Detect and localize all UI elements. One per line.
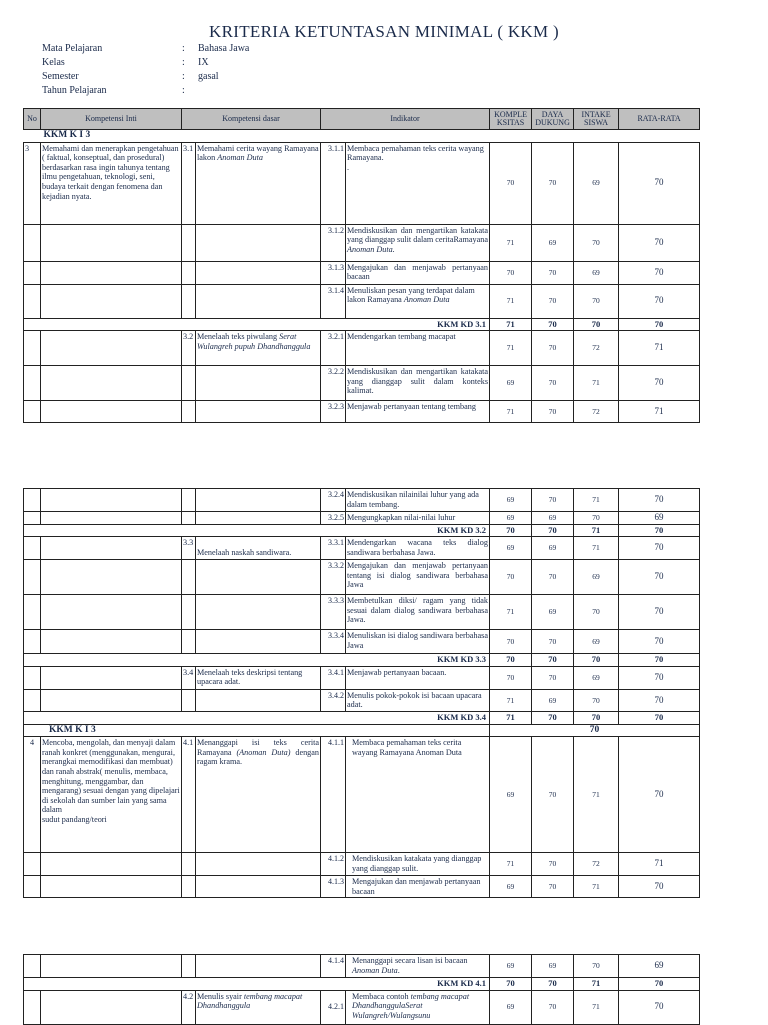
- kkm-kd-row: KKM KD 3.1 71 70 70 70: [24, 318, 700, 331]
- meta-row-subject: Mata Pelajaran : Bahasa Jawa: [42, 43, 250, 54]
- table-row: 3.3 Menelaah naskah sandiwara. 3.3.1 Mendengarkan wacana teks dialog sandiwara berbahasa Jawa. 69 69 71 70: [24, 537, 700, 560]
- page-title: KRITERIA KETUNTASAN MINIMAL ( KKM ): [209, 22, 559, 41]
- header-support: DAYA DUKUNG: [532, 109, 574, 130]
- ki-heading-row: KKM K I 3: [24, 130, 700, 143]
- table-row: 3.2 Menelaah teks piwulang Serat Wulangreh pupuh Dhandhanggula 3.2.1 Mendengarkan tembang macapat 71 70 72 71: [24, 331, 700, 366]
- meta-row-year: Tahun Pelajaran :: [42, 85, 185, 96]
- table-row: 3.2.3 Menjawab pertanyaan tentang tembang 71 70 72 71: [24, 401, 700, 423]
- table-row: 3.2.4 Mendiskusikan nilainilai luhur yang ada dalam tembang. 69 70 71 70: [24, 489, 700, 512]
- table-header-row: [24, 109, 700, 130]
- kkm-kd-row: KKM KD 4.1 70 70 71 70: [24, 978, 700, 991]
- kkm-table-part-2: [23, 488, 700, 898]
- kkm-table-part-1: [23, 108, 700, 423]
- header-complexity: KOMPLE KSITAS: [490, 109, 532, 130]
- table-row: 3.3.2 Mengajukan dan menjawab pertanyaan tentang isi dialog sandiwara berbahasa Jawa 70 70 69 70: [24, 560, 700, 595]
- kkm-kd-row: KKM KD 3.3 70 70 70 70: [24, 654, 700, 667]
- table-row: 3.1.2 Mendiskusikan dan mengartikan katakata yang dianggap sulit dalam ceritaRamayana Anoman Duta. 71 69 70 70: [24, 224, 700, 261]
- header-ki: Kompetensi Inti: [41, 109, 182, 130]
- header-no: No: [24, 109, 41, 130]
- ki-heading-row: KKM K I 3 70: [24, 724, 700, 737]
- table-row: 3.2.5 Mengungkapkan nilai-nilai luhur 69 69 70 69: [24, 512, 700, 525]
- meta-row-class: Kelas : IX: [42, 57, 209, 68]
- table-row: 4.2 Menulis syair tembang macapat Dhandhanggula 4.2.1 Membaca contoh tembang macapat DhandhanggulaSerat Wulangreh/Wulangsunu 69 70 71 70: [24, 990, 700, 1024]
- table-row: 3.3.4 Menuliskan isi dialog sandiwara berbahasa Jawa 70 70 69 70: [24, 630, 700, 654]
- header-intake: INTAKE SISWA: [574, 109, 619, 130]
- kkm-table-part-3: [23, 954, 700, 1025]
- header-average: RATA-RATA: [619, 109, 700, 130]
- table-row: 3.1.4 Menuliskan pesan yang terdapat dalam lakon Ramayana Anoman Duta 71 70 70 70: [24, 284, 700, 318]
- kkm-kd-row: KKM KD 3.4 71 70 70 70: [24, 711, 700, 724]
- header-kd: Kompetensi dasar: [182, 109, 321, 130]
- table-row: 3.2.2 Mendiskusikan dan mengartikan katakata yang dianggap sulit dalam konteks kalimat. 69 70 71 70: [24, 366, 700, 401]
- table-row: 3.3.3 Membetulkan diksi/ ragam yang tidak sesuai dalam dialog sandiwara berbahasa Jawa. 71 69 70 70: [24, 595, 700, 630]
- table-row: 4.1.4 Menanggapi secara lisan isi bacaan Anoman Duta. 69 69 70 69: [24, 955, 700, 978]
- table-row: 3 Memahami dan menerapkan pengetahuan ( faktual, konseptual, dan prosedural) berdasarkan rasa ingin tahunya tentang ilmu pengetahuan, teknologi, seni, budaya terkait dengan fenomena dan kejadian nyata. 3.1 Memahami cerita wayang Ramayana lakon Anoman Duta 3.1.1 Membaca pemahaman teks cerita wayang Ramayana. . 70 70 69 70: [24, 142, 700, 224]
- table-row: 4.1.3 Mengajukan dan menjawab pertanyaan bacaan 69 70 71 70: [24, 876, 700, 898]
- table-row: 4.1.2 Mendiskusikan katakata yang dianggap yang dianggap sulit. 71 70 72 71: [24, 853, 700, 876]
- kkm-kd-row: KKM KD 3.2 70 70 71 70: [24, 524, 700, 537]
- table-row: 3.4 Menelaah teks deskripsi tentang upacara adat. 3.4.1 Menjawab pertanyaan bacaan. 70 70 69 70: [24, 666, 700, 689]
- table-row: 4 Mencoba, mengolah, dan menyaji dalam ranah konkret (menggunakan, mengurai, merangkai memodifikasi dan membuat) dan ranah abstrak( menulis, membaca, menghitung, menggambar, dan mengarang) sesuai dengan yang dipelajari di sekolah dan sumber lain yang sama dalam sudut pandang/teori 4.1 Menanggapi isi teks cerita Ramayana (Anoman Duta) dengan ragam krama. 4.1.1 Membaca pemahaman teks cerita wayang Ramayana Anoman Duta 69 70 71 70: [24, 737, 700, 853]
- table-row: 3.1.3 Mengajukan dan menjawab pertanyaan bacaan 70 70 69 70: [24, 261, 700, 284]
- table-row: 3.4.2 Menulis pokok-pokok isi bacaan upacara adat. 71 69 70 70: [24, 689, 700, 711]
- header-indicator: Indikator: [321, 109, 490, 130]
- meta-row-semester: Semester : gasal: [42, 71, 219, 82]
- document-meta: [42, 42, 249, 98]
